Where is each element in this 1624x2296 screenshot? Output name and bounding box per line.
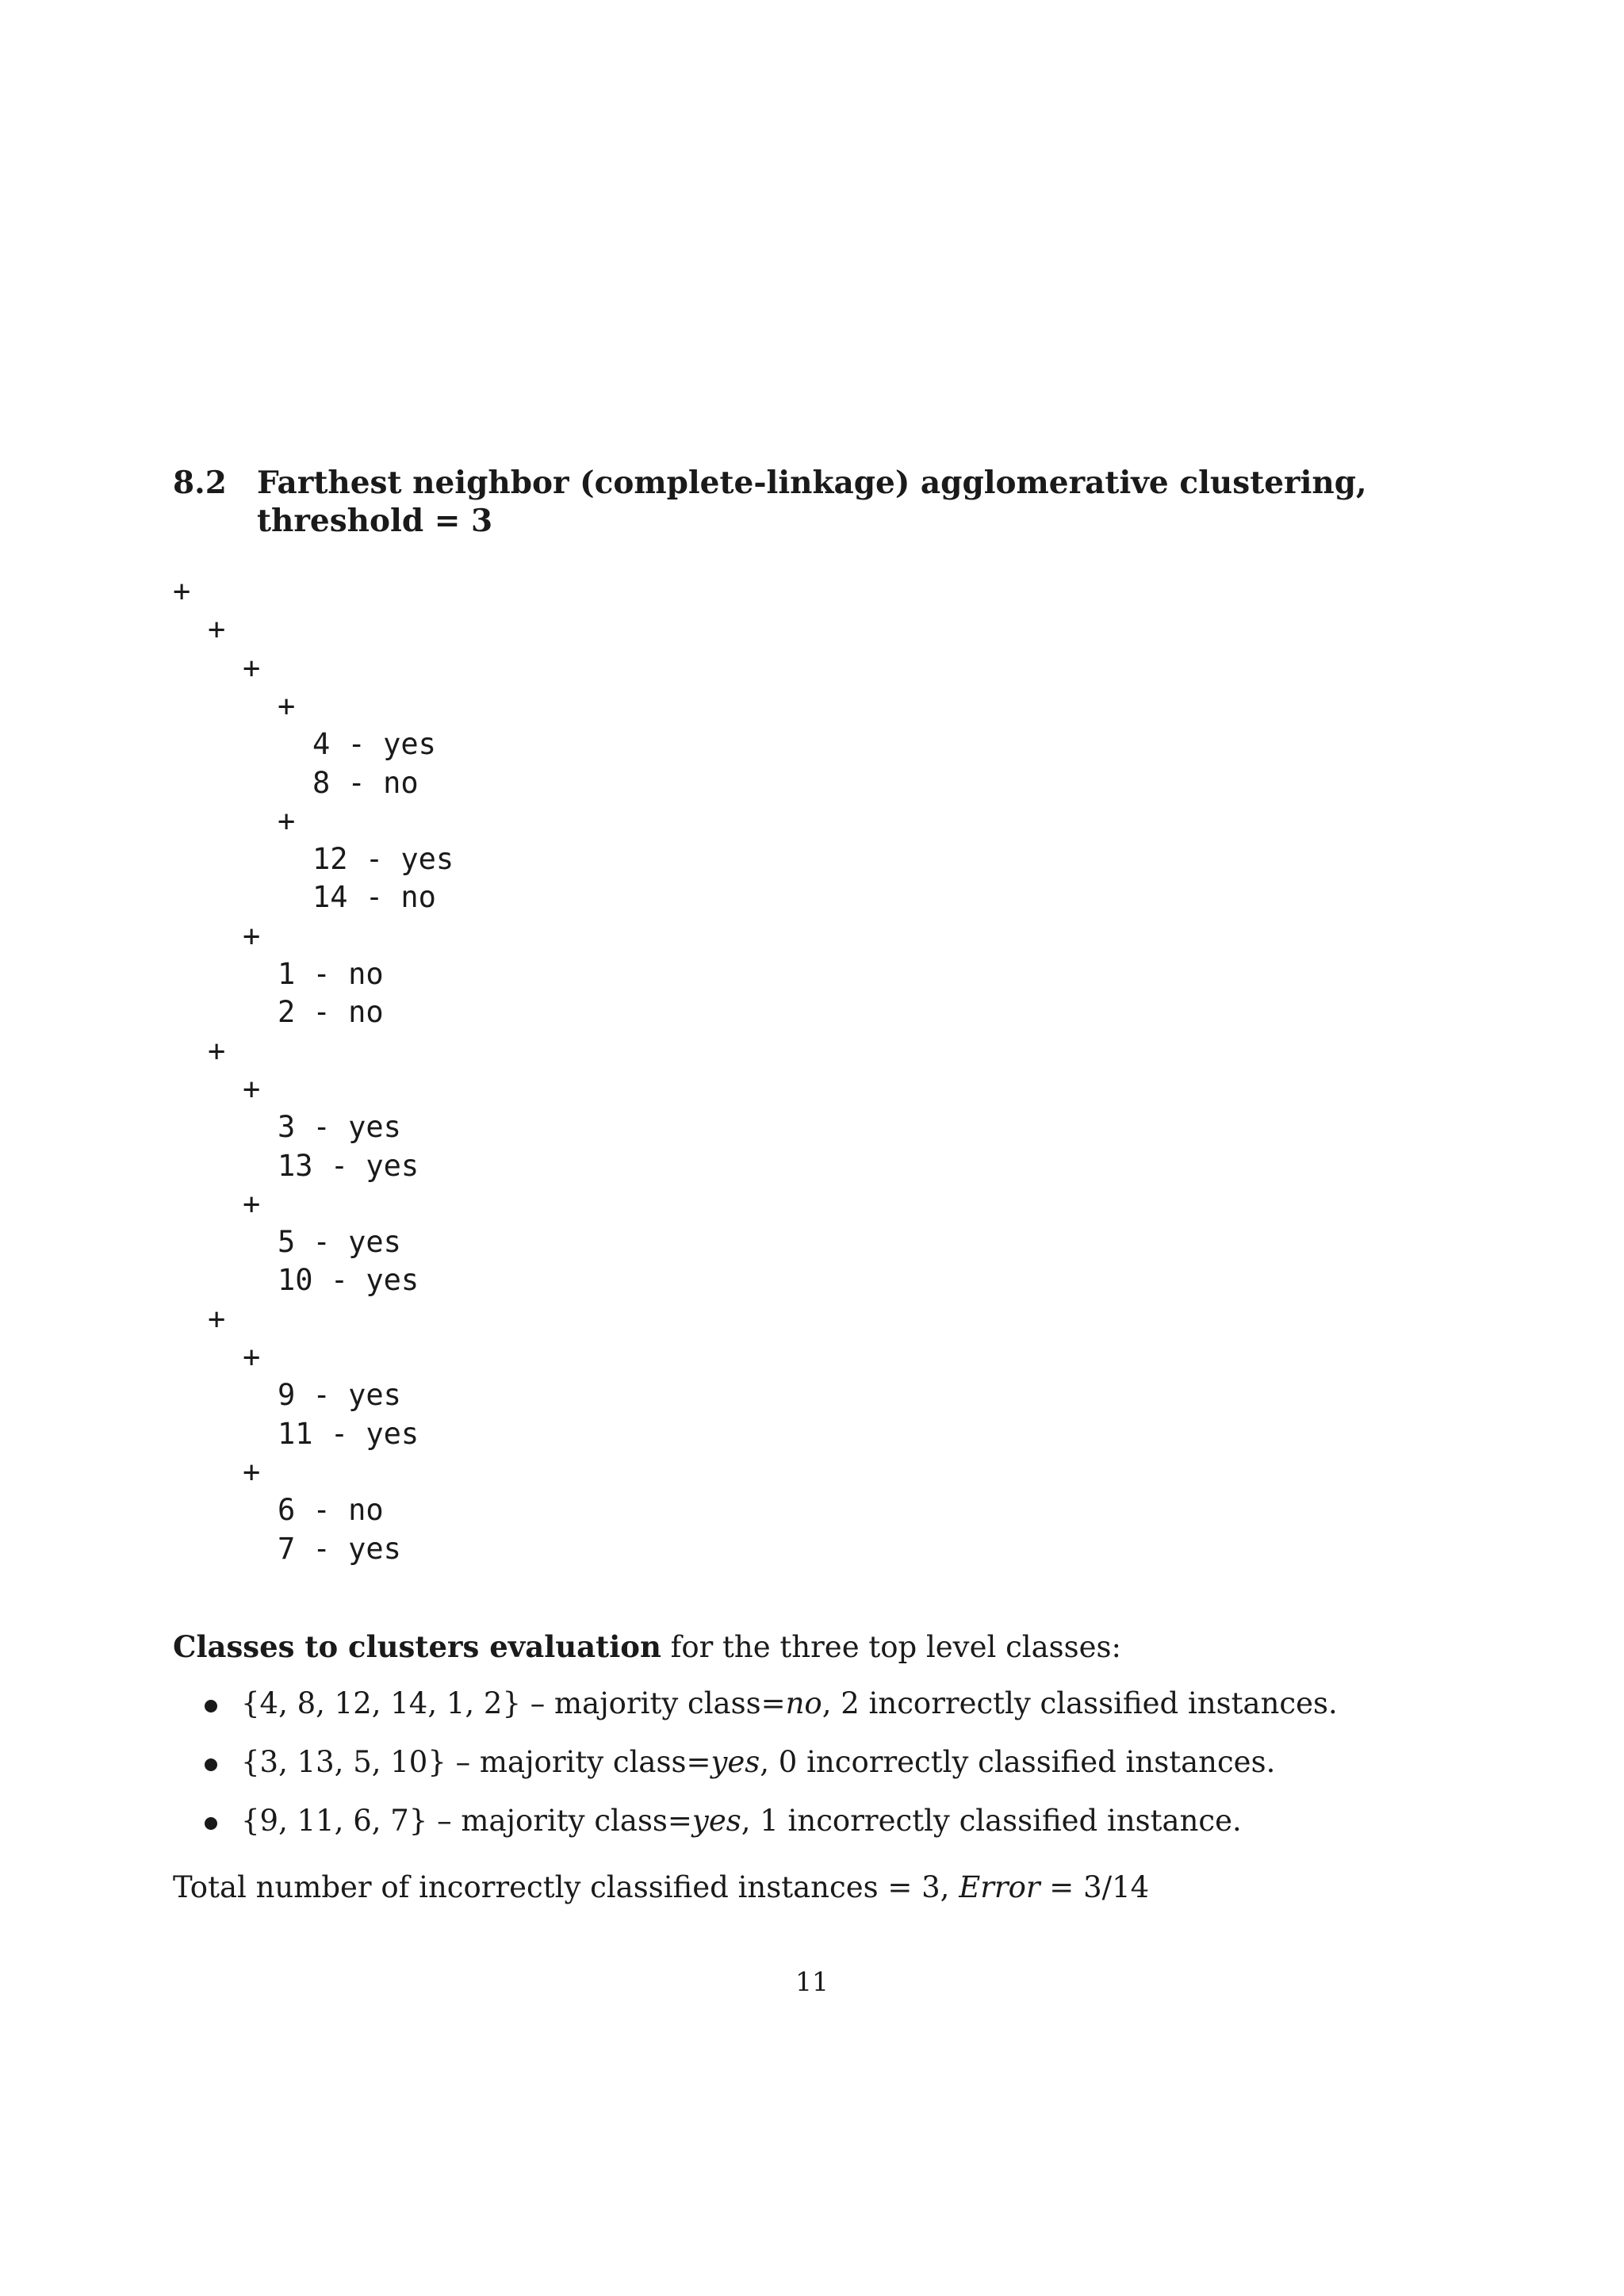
tree-leaf: 7 - yes: [278, 1531, 401, 1566]
tree-node-marker: +: [173, 574, 191, 608]
tree-leaf: 1 - no: [278, 957, 384, 991]
tree-node-marker: +: [243, 650, 261, 685]
page-number: 11: [795, 1966, 829, 1997]
cluster-set: {9, 11, 6, 7}: [241, 1804, 428, 1838]
tree-leaf: 5 - yes: [278, 1225, 401, 1260]
error-label: Error: [959, 1870, 1040, 1904]
list-item: [205, 1685, 1338, 1743]
list-item: [205, 1802, 1338, 1861]
cluster-majority: no: [785, 1686, 822, 1720]
tree-node-marker: +: [243, 918, 261, 953]
tree-leaf: 4 - yes: [312, 727, 436, 762]
tree-leaf: 12 - yes: [312, 842, 454, 877]
tree-node-marker: +: [208, 612, 226, 647]
tree-node-marker: +: [243, 1340, 261, 1374]
cluster-suffix: , 0 incorrectly classified instances.: [760, 1745, 1276, 1779]
tree-node-marker: +: [208, 1301, 226, 1336]
section-number: 8.2: [173, 465, 227, 501]
tree-node-marker: +: [243, 1454, 261, 1489]
cluster-majority: yes: [691, 1804, 741, 1838]
section-title-line-1: Farthest neighbor (complete-linkage) agglomerative clustering,: [257, 465, 1367, 501]
tree-node-marker: +: [278, 688, 296, 723]
tree-leaf: 2 - no: [278, 995, 384, 1030]
tree-node-marker: +: [208, 1033, 226, 1068]
bullet-icon: [205, 1700, 217, 1712]
cluster-prefix: – majority class=: [427, 1804, 692, 1838]
bullet-icon: [205, 1758, 217, 1771]
list-item: [205, 1743, 1338, 1802]
cluster-set: {4, 8, 12, 14, 1, 2}: [241, 1686, 522, 1720]
cluster-prefix: – majority class=: [521, 1686, 786, 1720]
tree-leaf: 11 - yes: [278, 1416, 419, 1451]
cluster-majority: yes: [710, 1745, 760, 1779]
tree-leaf: 6 - no: [278, 1493, 384, 1528]
tree-leaf: 13 - yes: [278, 1148, 419, 1183]
tree-node-marker: +: [278, 803, 296, 838]
evaluation-intro: [173, 1628, 1121, 1667]
error-value: = 3/14: [1040, 1870, 1150, 1904]
tree-leaf: 9 - yes: [278, 1378, 401, 1413]
tree-leaf: 10 - yes: [278, 1263, 419, 1298]
bullet-icon: [205, 1817, 217, 1830]
tree-node-marker: +: [243, 1071, 261, 1106]
section-title-line-2: threshold = 3: [257, 503, 493, 539]
total-error-line: [173, 1869, 1149, 1907]
evaluation-intro-rest: for the three top level classes:: [661, 1630, 1122, 1664]
tree-leaf: 8 - no: [312, 765, 419, 800]
total-text: Total number of incorrectly classified instances = 3,: [173, 1870, 959, 1904]
cluster-set: {3, 13, 5, 10}: [241, 1745, 446, 1779]
cluster-evaluation-list: [205, 1685, 1338, 1861]
tree-node-marker: +: [243, 1186, 261, 1221]
cluster-prefix: – majority class=: [446, 1745, 711, 1779]
cluster-suffix: , 2 incorrectly classified instances.: [822, 1686, 1338, 1720]
cluster-suffix: , 1 incorrectly classified instance.: [741, 1804, 1242, 1838]
tree-leaf: 3 - yes: [278, 1110, 401, 1145]
evaluation-intro-bold: Classes to clusters evaluation: [173, 1629, 661, 1664]
tree-leaf: 14 - no: [312, 880, 436, 915]
